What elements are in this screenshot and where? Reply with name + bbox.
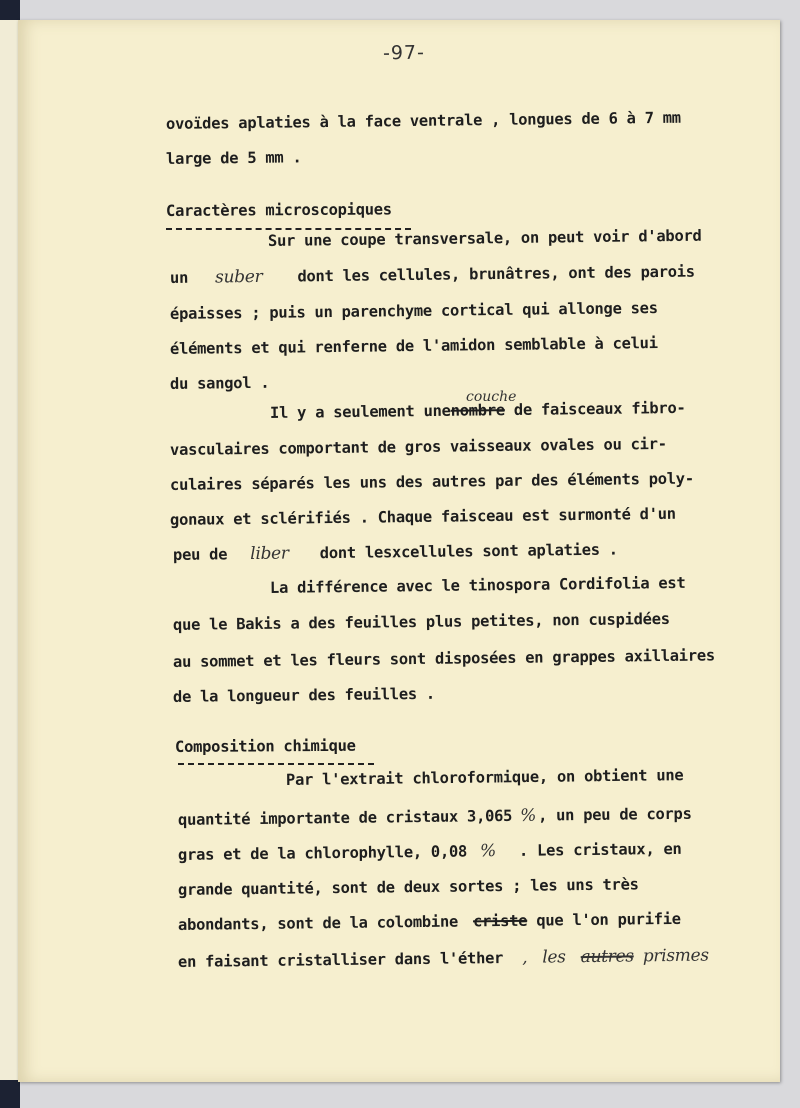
text-line: Sur une coupe transversale, on peut voir d'abord [267, 226, 702, 250]
text-line [173, 540, 618, 565]
text-line: Par l'extrait chloroformique, on obtient une [285, 766, 684, 789]
text-fragment: gras et de la chlorophylle, 0,08 [177, 842, 468, 864]
section-heading-chemical: Composition chimique [174, 736, 356, 756]
text-line [170, 262, 695, 288]
text-line: de la longueur des feuilles . [172, 684, 436, 706]
text-line: ovoïdes aplaties à la face ventrale , longues de 6 à 7 mm [165, 108, 681, 133]
text-line: large de 5 mm . [165, 148, 302, 168]
handwritten-percent: % [520, 805, 537, 826]
text-line: grande quantité, sont de deux sortes ; les uns très [177, 875, 639, 899]
document-page [18, 20, 780, 1082]
text-fragment: peu de [172, 545, 228, 564]
text-line: La différence avec le tinospora Cordifolia est [269, 573, 686, 597]
text-line [270, 399, 686, 422]
handwritten-insert: suber [214, 266, 263, 288]
text-line: au sommet et les fleurs sont disposées en grappes axillaires [172, 646, 715, 671]
text-line: culaires séparés les uns des autres par des éléments poly- [169, 469, 694, 494]
page-number: -97- [382, 41, 426, 65]
text-fragment: dont les cellules, brunâtres, ont des parois [297, 262, 695, 286]
section-heading-microscopic: Caractères microscopiques [165, 200, 392, 220]
text-fragment: un [169, 268, 189, 287]
struck-word: nombre [450, 401, 505, 420]
text-line: épaisses ; puis un parenchyme cortical qui allonge ses [169, 299, 658, 323]
text-fragment: de faisceaux fibro- [513, 398, 686, 420]
text-fragment: , un peu de corps [537, 804, 692, 825]
handwritten-percent: % [479, 841, 497, 862]
text-fragment: abondants, sont de la colombine [177, 912, 459, 934]
handwritten-correction: couche [466, 389, 517, 405]
text-fragment: en faisant cristalliser dans l'éther [177, 949, 504, 971]
struck-word: criste [472, 911, 528, 931]
text-line: éléments et qui renferne de l'amidon semblable à celui [169, 334, 658, 358]
text-line: que le Bakis a des feuilles plus petites, non cuspidées [172, 609, 670, 634]
handwritten-insert: liber [250, 543, 289, 565]
text-fragment: . Les cristaux, en [518, 839, 682, 860]
handwritten-insert: les [542, 947, 566, 968]
text-line: vasculaires comportant de gros vaisseaux ovales ou cir- [169, 434, 667, 459]
handwritten-insert: prismes [642, 945, 709, 967]
handwritten-struck-word: autres [580, 946, 634, 968]
text-fragment: quantité importante de cristaux 3,065 [177, 806, 513, 829]
text-line: du sangol . [169, 373, 270, 393]
text-line [178, 804, 692, 830]
text-line [178, 946, 709, 972]
heading-underline [178, 763, 374, 765]
text-fragment: Il y a seulement une [269, 401, 451, 422]
handwritten-insert: , [522, 947, 528, 968]
text-fragment: dont lesxcellules sont aplaties . [319, 540, 618, 563]
heading-underline [166, 228, 411, 230]
text-fragment: que l'on purifie [536, 909, 681, 930]
text-line [178, 839, 682, 865]
text-line [178, 910, 681, 934]
text-line: gonaux et sclérifiés . Chaque faisceau est surmonté d'un [169, 504, 676, 529]
